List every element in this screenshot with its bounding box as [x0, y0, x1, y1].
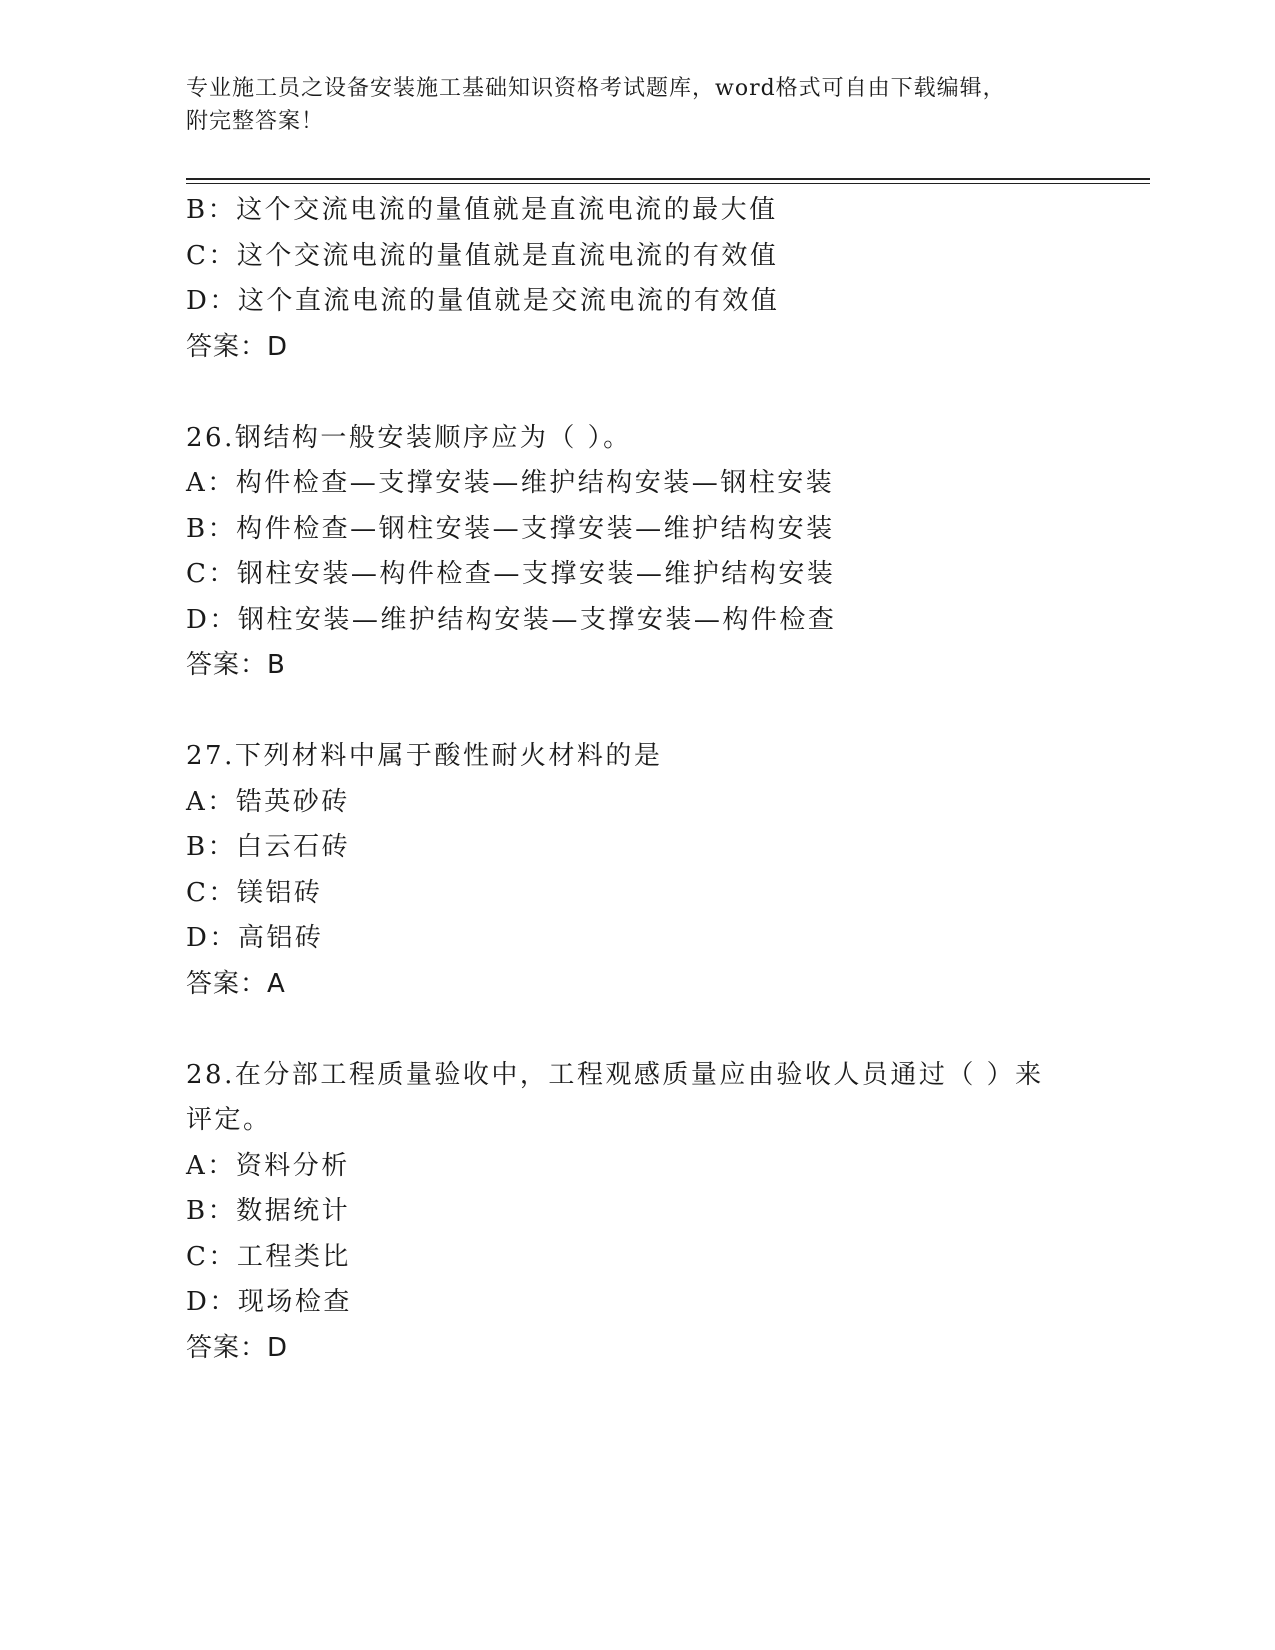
question-spacer: [186, 689, 1086, 735]
header-line-2: 附完整答案！: [186, 109, 325, 134]
header-divider-thick: [186, 178, 1150, 180]
q26-stem: 26.钢结构一般安装顺序应为（ ）。: [186, 422, 632, 453]
q26-answer: 答案：B: [186, 650, 286, 680]
q25-answer: 答案：D: [186, 331, 289, 362]
q28-stem-line-1: 28.在分部工程质量验收中，工程观感质量应由验收人员通过（ ）来: [186, 1059, 1044, 1090]
question-28: [186, 1053, 1086, 1372]
q27-option-a: A：锆英砂砖: [186, 786, 350, 817]
q27-answer: 答案：A: [186, 968, 286, 999]
q26-option-b: B：构件检查—钢柱安装—支撑安装—维护结构安装: [186, 513, 835, 544]
q27-option-d: D：高铝砖: [186, 923, 324, 953]
q27-stem: 27.下列材料中属于酸性耐火材料的是: [186, 741, 663, 771]
question-26: [186, 416, 1086, 689]
q27-option-b: B：白云石砖: [186, 832, 351, 862]
q27-option-c: C：镁铝砖: [186, 877, 323, 908]
question-27: [186, 734, 1086, 1007]
q25-option-d: D：这个直流电流的量值就是交流电流的有效值: [186, 286, 780, 316]
q28-option-b: B：数据统计: [186, 1196, 351, 1226]
question-spacer: [186, 1007, 1086, 1053]
q25-option-b: B：这个交流电流的量值就是直流电流的最大值: [186, 195, 778, 225]
q28-option-d: D：现场检查: [186, 1287, 352, 1317]
header-divider-thin: [186, 183, 1150, 184]
question-25: [186, 188, 1086, 370]
q26-option-a: A：构件检查—支撑安装—维护结构安装—钢柱安装: [186, 468, 835, 498]
q28-stem-line-2: 评定。: [186, 1105, 272, 1135]
document-header: [186, 72, 1086, 138]
question-spacer: [186, 370, 1086, 416]
q26-option-c: C：钢柱安装—构件检查—支撑安装—维护结构安装: [186, 559, 836, 589]
header-line-1: 专业施工员之设备安装施工基础知识资格考试题库，word格式可自由下载编辑，: [186, 76, 1006, 101]
question-list: [186, 188, 1086, 1371]
q26-option-d: D：钢柱安装—维护结构安装—支撑安装—构件检查: [186, 604, 837, 635]
q28-option-c: C：工程类比: [186, 1241, 351, 1272]
q28-answer: 答案：D: [186, 1332, 289, 1363]
q28-option-a: A：资料分析: [186, 1150, 350, 1181]
q25-option-c: C：这个交流电流的量值就是直流电流的有效值: [186, 240, 779, 271]
